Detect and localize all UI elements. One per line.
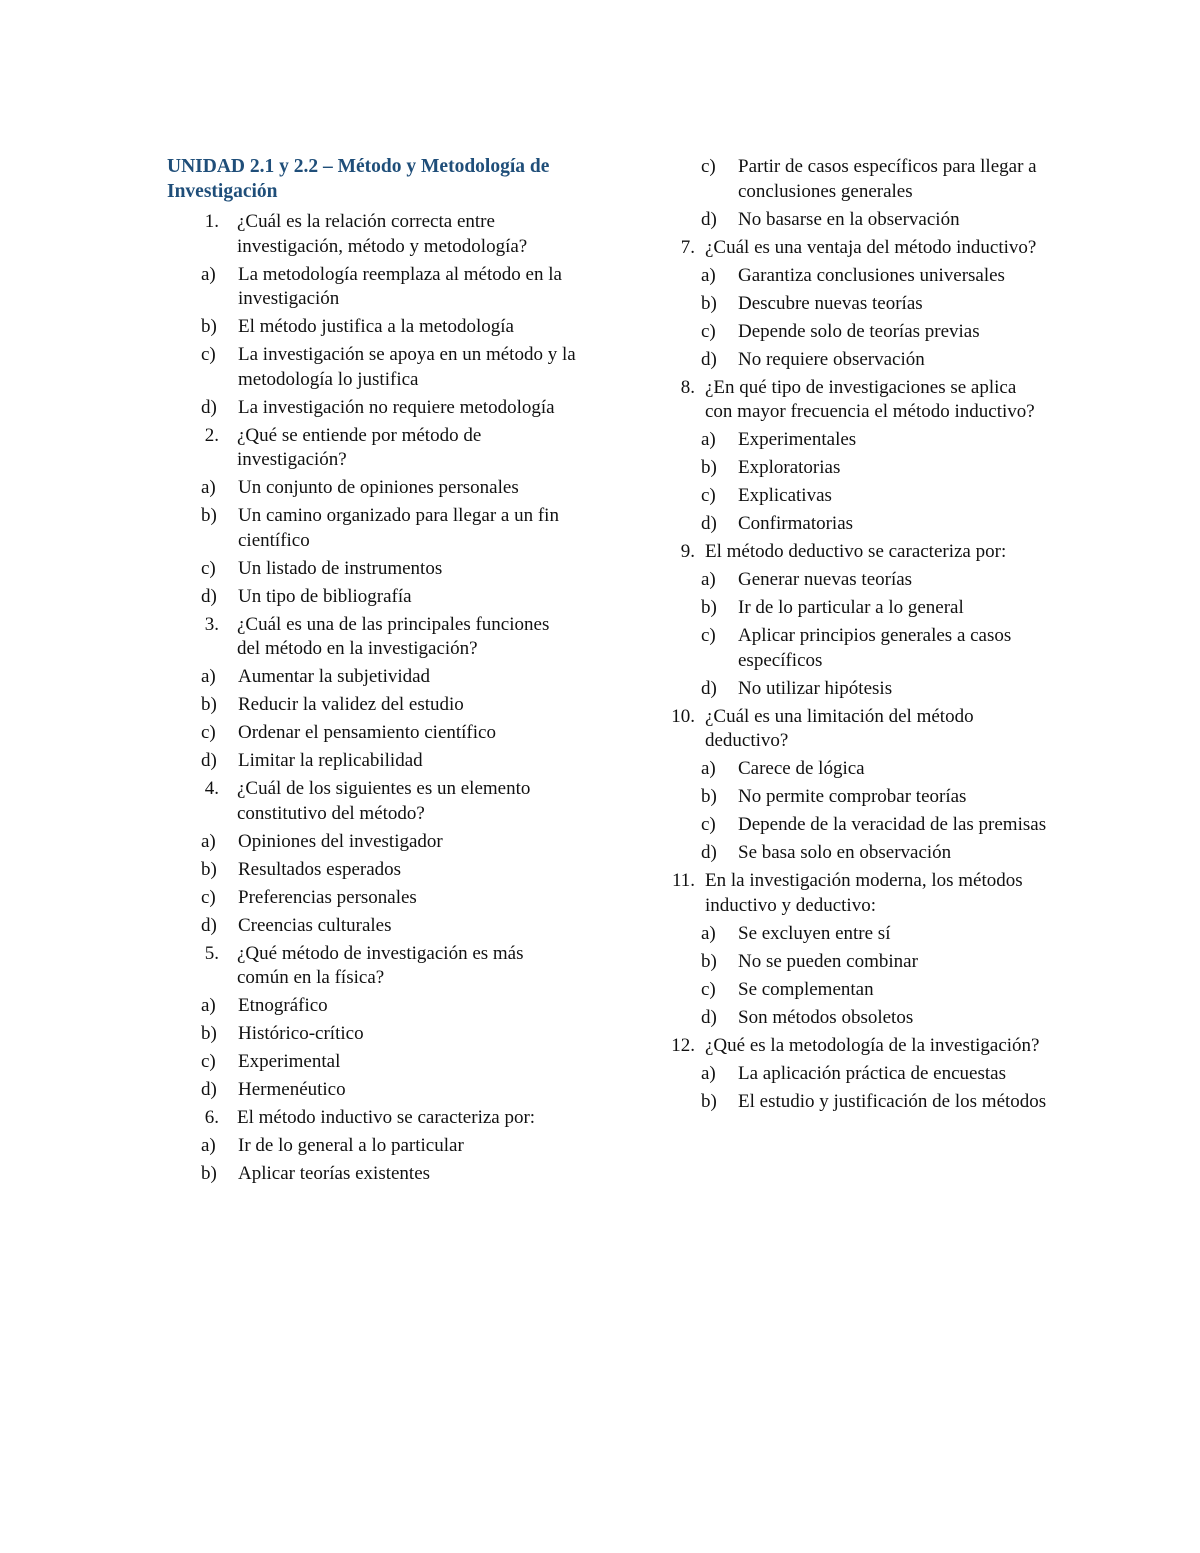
answer-option (667, 484, 1047, 509)
question-text: ¿Qué es la metodología de la investigación? (705, 1034, 1040, 1056)
option-letter: b) (701, 597, 717, 618)
answer-option (667, 456, 1047, 481)
question-list-left (167, 210, 577, 1187)
option-text: Explicativas (738, 485, 832, 506)
option-text: La investigación no requiere metodología (238, 396, 555, 418)
answer-option (167, 343, 577, 392)
answer-option (167, 1022, 577, 1047)
option-text: Resultados esperados (238, 858, 402, 880)
option-text: Se excluyen entre sí (738, 922, 891, 944)
question-number: 6. (204, 1107, 219, 1128)
answer-option (167, 476, 577, 501)
answer-option (667, 841, 1047, 866)
option-letter: a) (201, 666, 216, 687)
answer-option (167, 830, 577, 855)
option-letter: b) (201, 1023, 217, 1044)
option-text: Aumentar la subjetividad (238, 666, 431, 687)
question-item (167, 942, 577, 991)
answer-option (667, 1090, 1047, 1115)
left-column (167, 155, 577, 1190)
option-text: Ordenar el pensamiento científico (238, 722, 496, 743)
answer-option (667, 320, 1047, 345)
answer-option (167, 557, 577, 582)
question-number: 3. (204, 613, 219, 635)
question-item (667, 705, 1047, 754)
option-text: Confirmatorias (738, 513, 854, 534)
option-letter: c) (201, 886, 216, 908)
answer-option (167, 315, 577, 340)
answer-option (167, 749, 577, 774)
answer-option (667, 757, 1047, 782)
answer-option (667, 596, 1047, 621)
option-text: Partir de casos específicos para llegar a conclusiones generales (738, 156, 1037, 202)
option-text: Un camino organizado para llegar a un fin científico (238, 505, 559, 551)
option-letter: a) (201, 477, 216, 498)
option-letter: d) (701, 348, 717, 370)
question-number: 5. (204, 942, 219, 964)
option-letter: c) (701, 320, 716, 342)
option-letter: d) (701, 677, 717, 699)
option-letter: a) (701, 1062, 716, 1084)
question-number: 2. (204, 424, 219, 446)
option-letter: a) (701, 922, 716, 944)
option-letter: a) (201, 995, 216, 1016)
option-text: Aplicar teorías existentes (238, 1163, 431, 1184)
option-letter: a) (701, 429, 716, 450)
option-letter: b) (201, 1163, 217, 1184)
option-letter: b) (701, 457, 717, 478)
question-text: En la investigación moderna, los métodos inductivo y deductivo: (705, 870, 1023, 916)
question-list-right (667, 236, 1047, 1115)
option-text: Aplicar principios generales a casos específicos (738, 625, 1012, 671)
question-item (167, 210, 577, 259)
question-item (167, 424, 577, 473)
question-number: 7. (680, 236, 695, 258)
answer-option (167, 1050, 577, 1075)
question-item (167, 1106, 577, 1131)
option-letter: a) (701, 758, 716, 779)
option-text: Experimental (238, 1051, 341, 1072)
option-text: No se pueden combinar (738, 950, 918, 972)
answer-option (667, 950, 1047, 975)
answer-option (167, 396, 577, 421)
answer-option (167, 914, 577, 939)
answer-option (667, 155, 1047, 204)
answer-option (667, 785, 1047, 810)
answer-option (167, 585, 577, 610)
answer-option (667, 1006, 1047, 1031)
page-title: UNIDAD 2.1 y 2.2 – Método y Metodología de Investigación (167, 156, 550, 202)
option-text: Limitar la replicabilidad (238, 750, 423, 771)
option-letter: d) (201, 585, 217, 607)
option-text: Son métodos obsoletos (738, 1006, 914, 1028)
option-text: Garantiza conclusiones universales (738, 264, 1005, 286)
option-letter: d) (201, 914, 217, 936)
option-letter: d) (201, 750, 217, 771)
option-letter: c) (201, 1051, 216, 1072)
option-letter: a) (201, 830, 216, 852)
option-letter: d) (701, 1006, 717, 1028)
question-item (667, 236, 1047, 261)
question-item (167, 777, 577, 826)
option-text: Se complementan (738, 978, 874, 1000)
answer-option (167, 721, 577, 746)
option-letter: d) (701, 842, 717, 863)
answer-option (167, 1134, 577, 1159)
answer-option (667, 813, 1047, 838)
question-number: 1. (204, 211, 219, 232)
answer-option (667, 208, 1047, 233)
option-letter: a) (201, 263, 216, 285)
option-letter: b) (701, 1090, 717, 1112)
answer-option (167, 858, 577, 883)
option-letter: a) (701, 264, 716, 286)
question-text: ¿Qué método de investigación es más común en la física? (237, 942, 524, 988)
answer-option (667, 348, 1047, 373)
option-letter: b) (201, 316, 217, 337)
option-text: El método justifica a la metodología (238, 316, 514, 337)
option-text: Preferencias personales (238, 886, 417, 908)
question-text: ¿Cuál es una limitación del método deductivo? (705, 705, 974, 751)
question-item (667, 376, 1047, 425)
option-text: La investigación se apoya en un método y la metodología lo justifica (238, 344, 576, 390)
option-letter: d) (701, 208, 717, 230)
option-letter: c) (201, 722, 216, 743)
option-text: La metodología reemplaza al método en la investigación (238, 263, 562, 309)
option-letter: b) (201, 505, 217, 526)
option-letter: c) (701, 625, 716, 646)
option-letter: b) (701, 786, 717, 807)
option-text: Opiniones del investigador (238, 830, 443, 852)
question-text: ¿Cuál de los siguientes es un elemento constitutivo del método? (237, 778, 531, 824)
option-letter: c) (701, 814, 716, 835)
answer-option (167, 886, 577, 911)
option-text: Descubre nuevas teorías (738, 292, 923, 314)
question-text: ¿Cuál es una ventaja del método inductivo? (705, 236, 1037, 258)
option-letter: c) (701, 156, 716, 177)
option-text: Exploratorias (738, 457, 841, 478)
question-number: 11. (671, 870, 695, 891)
option-text: Generar nuevas teorías (738, 569, 913, 590)
answer-option (667, 922, 1047, 947)
answer-option (167, 1078, 577, 1103)
option-text: No permite comprobar teorías (738, 786, 967, 807)
option-letter: c) (701, 485, 716, 506)
option-text: No basarse en la observación (738, 208, 960, 230)
option-letter: b) (201, 858, 217, 880)
option-text: Experimentales (738, 429, 857, 450)
option-text: Un tipo de bibliografía (238, 585, 412, 607)
option-text: Un conjunto de opiniones personales (238, 477, 519, 498)
answer-option (167, 665, 577, 690)
question-item (667, 869, 1047, 918)
question-text: ¿Cuál es la relación correcta entre investigación, método y metodología? (237, 211, 528, 257)
question-text: ¿Cuál es una de las principales funciones del método en la investigación? (237, 613, 550, 659)
option-letter: c) (201, 344, 216, 365)
answer-option (667, 677, 1047, 702)
question-item (667, 1034, 1047, 1059)
answer-option (667, 568, 1047, 593)
option-text: La aplicación práctica de encuestas (738, 1062, 1006, 1084)
option-text: Depende de la veracidad de las premisas (738, 814, 1047, 835)
option-letter: b) (201, 694, 217, 715)
option-letter: d) (201, 1079, 217, 1100)
option-text: Creencias culturales (238, 914, 392, 936)
question-number: 9. (680, 541, 695, 562)
right-column (667, 155, 1047, 1118)
option-text: No utilizar hipótesis (738, 677, 893, 699)
question-text: El método inductivo se caracteriza por: (237, 1107, 536, 1128)
option-text: El estudio y justificación de los métodos (738, 1090, 1047, 1112)
option-letter: c) (701, 978, 716, 1000)
answer-option (667, 1062, 1047, 1087)
answer-option (167, 693, 577, 718)
question-text: El método deductivo se caracteriza por: (705, 541, 1007, 562)
option-letter: d) (201, 396, 217, 418)
question-text: ¿Qué se entiende por método de investigación? (237, 424, 482, 470)
option-text: Se basa solo en observación (738, 842, 952, 863)
answer-option (667, 428, 1047, 453)
option-text: Hermenéutico (238, 1079, 346, 1100)
option-letter: a) (201, 1135, 216, 1156)
answer-option (167, 1162, 577, 1187)
answer-option (167, 263, 577, 312)
option-text: Histórico-crítico (238, 1023, 364, 1044)
question-item (167, 613, 577, 662)
option-letter: b) (701, 950, 717, 972)
answer-option (167, 994, 577, 1019)
answer-option (667, 624, 1047, 673)
option-text: Reducir la validez del estudio (238, 694, 464, 715)
option-text: Ir de lo particular a lo general (738, 597, 964, 618)
option-letter: a) (701, 569, 716, 590)
option-letter: c) (201, 557, 216, 579)
question-item (667, 540, 1047, 565)
continued-options (667, 155, 1047, 232)
option-text: Un listado de instrumentos (238, 557, 443, 579)
question-number: 12. (671, 1034, 695, 1056)
question-number: 8. (680, 376, 695, 398)
answer-option (667, 978, 1047, 1003)
question-text: ¿En qué tipo de investigaciones se aplica con mayor frecuencia el método inductivo? (705, 376, 1035, 422)
option-text: No requiere observación (738, 348, 925, 370)
option-text: Depende solo de teorías previas (738, 320, 980, 342)
option-text: Carece de lógica (738, 758, 865, 779)
answer-option (167, 504, 577, 553)
option-letter: b) (701, 292, 717, 314)
question-number: 10. (671, 705, 695, 727)
question-number: 4. (204, 778, 219, 799)
answer-option (667, 292, 1047, 317)
option-text: Etnográfico (238, 995, 328, 1016)
option-text: Ir de lo general a lo particular (238, 1135, 464, 1156)
answer-option (667, 264, 1047, 289)
option-letter: d) (701, 513, 717, 534)
answer-option (667, 512, 1047, 537)
